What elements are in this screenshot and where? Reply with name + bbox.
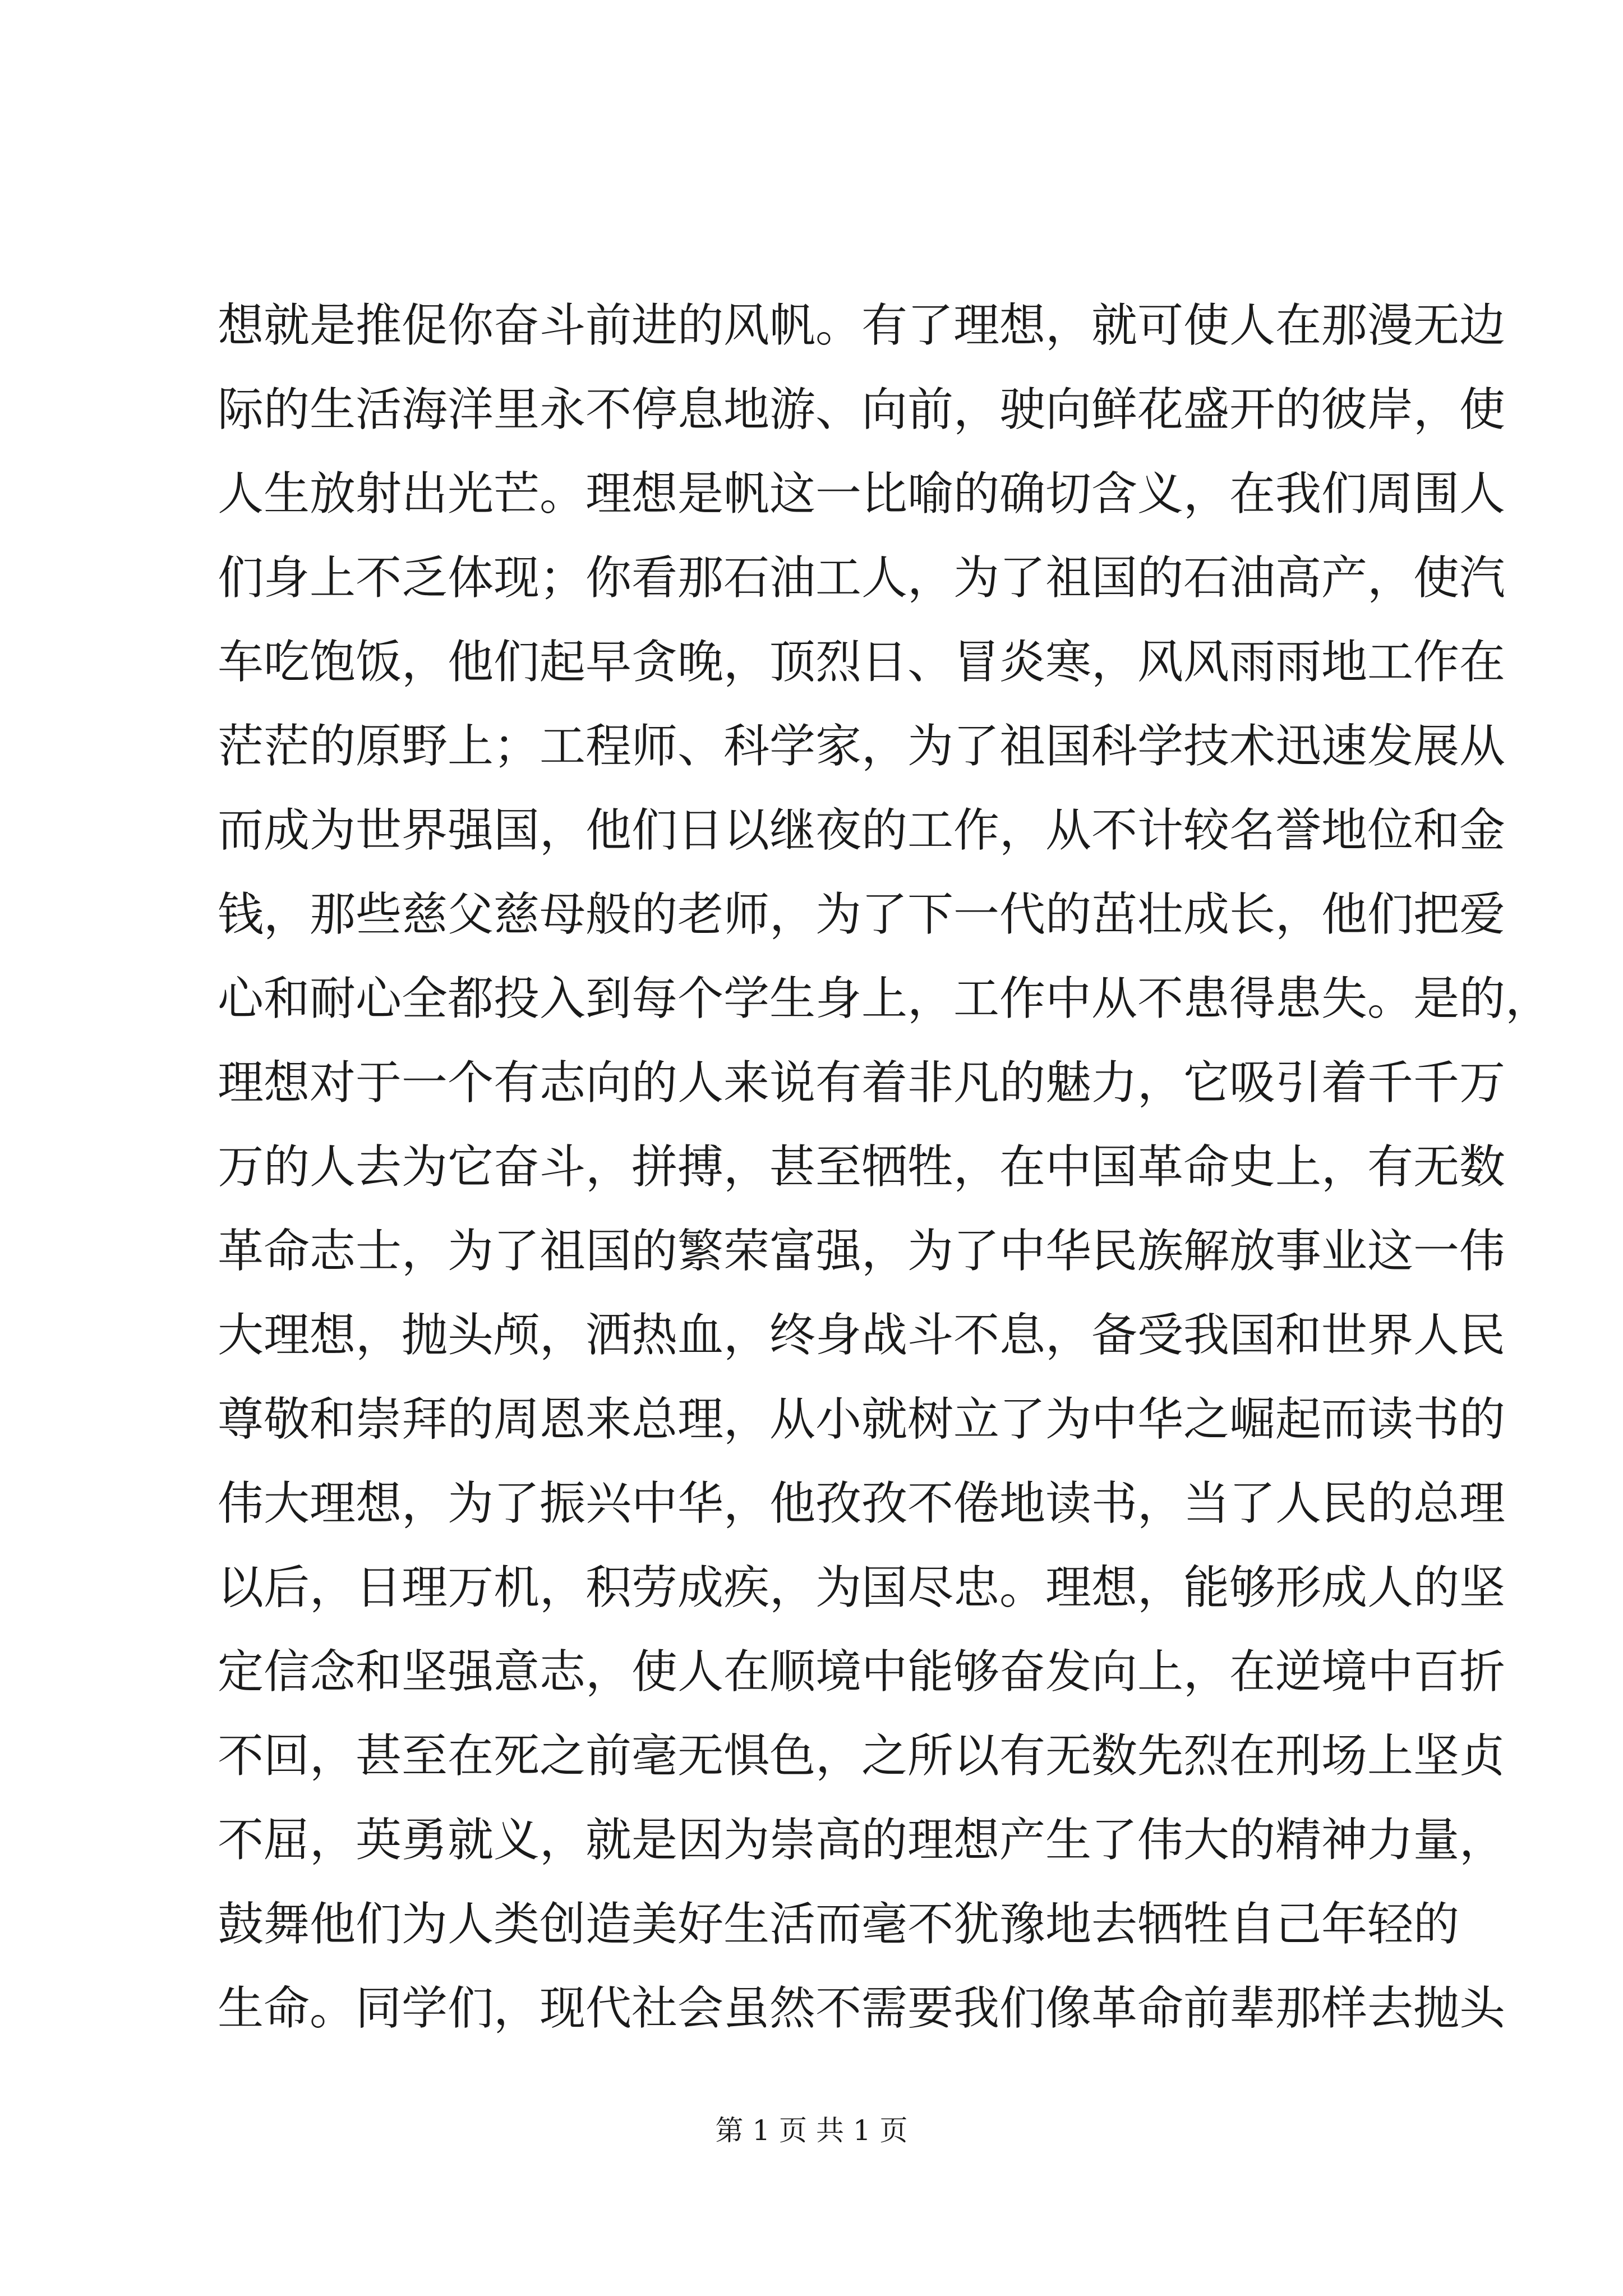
text-line: 茫茫的原野上；工程师、科学家，为了祖国科学技术迅速发展从 xyxy=(218,720,1506,773)
text-line: 定信念和坚强意志，使人在顺境中能够奋发向上，在逆境中百折 xyxy=(218,1645,1506,1699)
text-line: 尊敬和崇拜的周恩来总理，从小就树立了为中华之崛起而读书的 xyxy=(218,1393,1506,1446)
page-footer: 第 1 页 共 1 页 xyxy=(715,2114,908,2147)
text-line: 不屈，英勇就义，就是因为崇高的理想产生了伟大的精神力量， xyxy=(218,1814,1506,1867)
text-line: 以后，日理万机，积劳成疾，为国尽忠。理想，能够形成人的坚 xyxy=(218,1561,1506,1614)
text-line: 钱，那些慈父慈母般的老师，为了下一代的茁壮成长，他们把爱 xyxy=(218,888,1506,941)
text-line: 不回，甚至在死之前毫无惧色，之所以有无数先烈在刑场上坚贞 xyxy=(218,1729,1506,1783)
text-line: 际的生活海洋里永不停息地游、向前，驶向鲜花盛开的彼岸，使 xyxy=(218,383,1506,436)
text-line: 大理想，抛头颅，洒热血，终身战斗不息，备受我国和世界人民 xyxy=(218,1309,1506,1362)
text-line: 心和耐心全都投入到每个学生身上，工作中从不患得患失。是的， xyxy=(218,972,1552,1025)
text-line: 想就是推促你奋斗前进的风帆。有了理想，就可使人在那漫无边 xyxy=(218,299,1506,352)
text-line: 理想对于一个有志向的人来说有着非凡的魅力，它吸引着千千万 xyxy=(218,1056,1506,1110)
text-line: 鼓舞他们为人类创造美好生活而毫不犹豫地去牺牲自己年轻的 xyxy=(218,1898,1460,1951)
text-line: 人生放射出光芒。理想是帆这一比喻的确切含义，在我们周围人 xyxy=(218,467,1506,521)
body-text xyxy=(218,284,1552,2051)
text-line: 伟大理想，为了振兴中华，他孜孜不倦地读书，当了人民的总理 xyxy=(218,1477,1506,1530)
text-line: 而成为世界强国，他们日以继夜的工作，从不计较名誉地位和金 xyxy=(218,804,1506,857)
text-line: 万的人去为它奋斗，拼搏，甚至牺牲，在中国革命史上，有无数 xyxy=(218,1140,1506,1194)
text-line: 生命。同学们，现代社会虽然不需要我们像革命前辈那样去抛头 xyxy=(218,1982,1506,2035)
text-line: 车吃饱饭，他们起早贪晚，顶烈日、冒炎寒，风风雨雨地工作在 xyxy=(218,636,1506,689)
text-line: 们身上不乏体现；你看那石油工人，为了祖国的石油高产，使汽 xyxy=(218,551,1506,605)
text-line: 革命志士，为了祖国的繁荣富强，为了中华民族解放事业这一伟 xyxy=(218,1225,1506,1278)
